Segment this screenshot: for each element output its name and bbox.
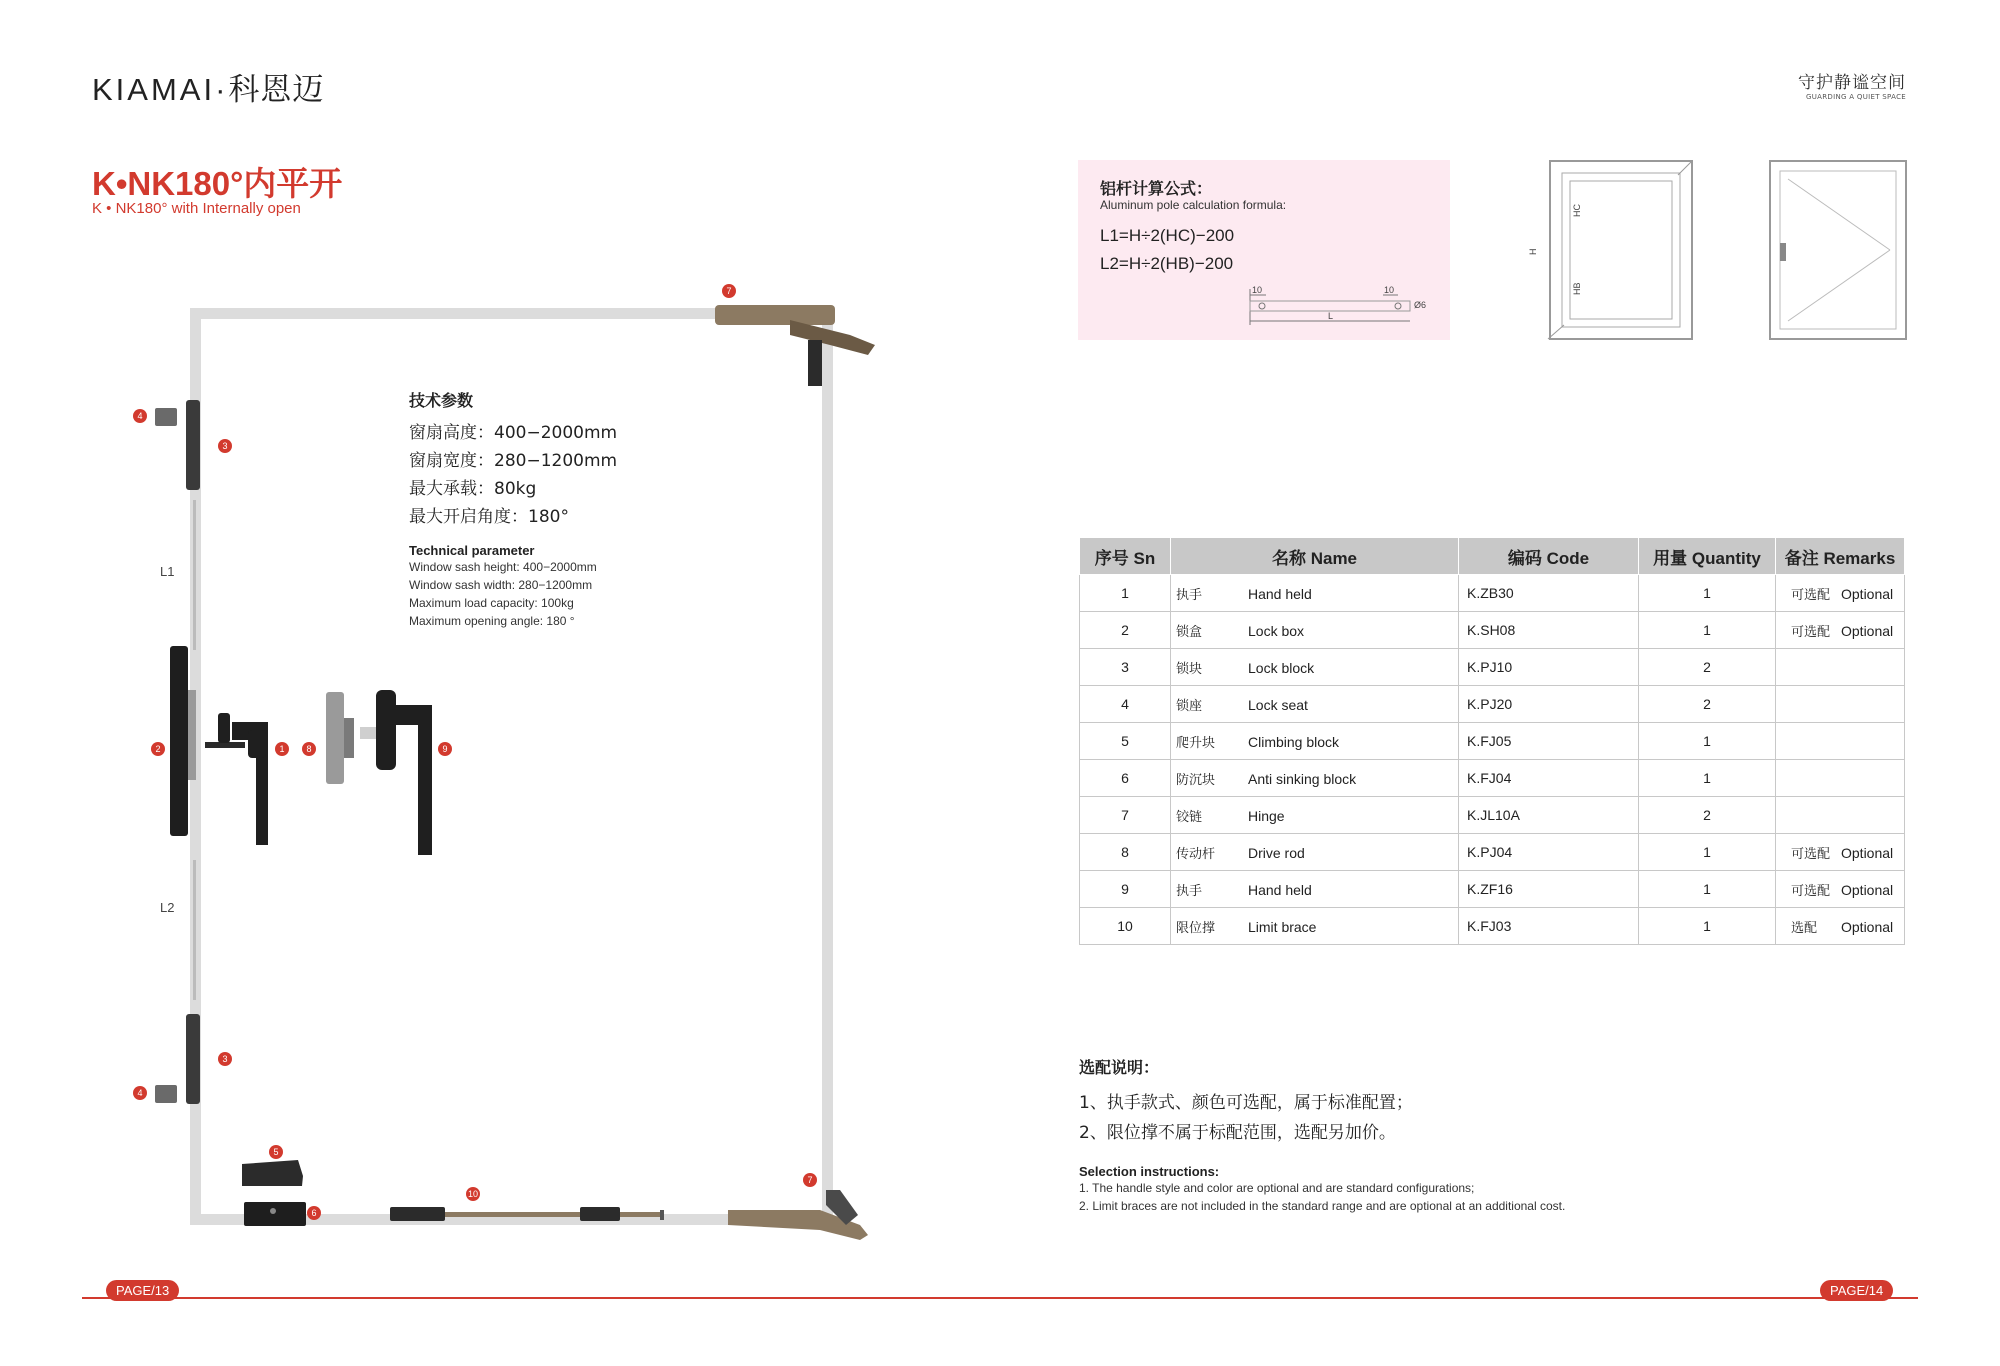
cell-sn [1080,908,1171,945]
cell-sn [1080,834,1171,871]
sn-text: 3 [1121,659,1129,675]
window-dim-hc: HC [1572,204,1582,217]
hinge-bottom-illustration [728,1190,868,1240]
code-text: K.PJ20 [1467,696,1513,712]
marker-3-bottom: 3 [218,1052,232,1066]
tech-line-en: Maximum load capacity: 100kg [409,596,574,610]
cell-remarks [1776,797,1905,834]
code-text: K.FJ04 [1467,770,1512,786]
remark-cn: 可选配 [1791,845,1831,861]
table-row [1080,760,1905,797]
notes-line-cn: 2、限位撑不属于标配范围，选配另加价。 [1079,1123,1396,1143]
window-dim-hb: HB [1572,282,1582,295]
code-text: K.FJ03 [1467,918,1512,934]
limit-brace-illustration [390,1207,664,1221]
col-quantity: 用量 Quantity [1639,538,1776,575]
name-en: Hinge [1248,807,1285,824]
cell-quantity [1639,760,1776,797]
name-en: Hand held [1248,881,1312,898]
cell-quantity [1639,612,1776,649]
table-row [1080,649,1905,686]
cell-name [1171,723,1459,760]
remark-cn: 可选配 [1791,586,1831,602]
sn-text: 10 [1117,918,1133,934]
window-drawings [1520,155,1920,345]
sn-text: 5 [1121,733,1129,749]
sn-text: 8 [1121,844,1129,860]
cell-remarks [1776,723,1905,760]
table-row [1080,723,1905,760]
table-row [1080,908,1905,945]
tech-line-en: Maximum opening angle: 180 ° [409,614,575,628]
rod-dim-left: 10 [1252,285,1263,295]
name-cn: 爬升块 [1176,734,1216,750]
cell-code [1459,723,1639,760]
quantity-text: 2 [1703,696,1711,712]
lock-box-illustration [170,646,188,836]
tech-params [409,388,617,630]
tech-line-en: Window sash width: 280−1200mm [409,578,593,592]
parts-table [1079,537,1905,945]
name-en: Lock box [1248,622,1305,639]
marker-10: 10 [467,1189,478,1199]
slogan-cn: 守护静谧空间 [1798,73,1906,93]
formula-heading-en: Aluminum pole calculation formula: [1100,198,1287,212]
marker-4-top: 4 [133,409,147,423]
remark-cn: 选配 [1791,919,1818,935]
selection-notes [1079,1055,1565,1215]
sn-text: 1 [1121,585,1129,601]
table-header-row [1080,538,1905,575]
sn-text: 7 [1121,807,1129,823]
name-en: Lock seat [1248,696,1308,713]
lock-block-top-illustration [186,400,200,490]
col-name: 名称 Name [1171,538,1459,575]
table-row [1080,575,1905,612]
cell-remarks [1776,760,1905,797]
name-cn: 执手 [1176,882,1203,898]
page-number-left: PAGE/13 [106,1280,179,1301]
code-text: K.FJ05 [1467,733,1512,749]
name-cn: 锁座 [1176,697,1203,713]
sn-text: 4 [1121,696,1129,712]
notes-heading-cn: 选配说明： [1079,1058,1160,1077]
tech-heading-en: Technical parameter [409,543,535,558]
lock-seat-bottom-illustration [155,1085,177,1103]
tech-line-cn: 窗扇宽度：280−1200mm [409,451,618,471]
page-number-right: PAGE/14 [1820,1280,1893,1301]
cell-name [1171,575,1459,612]
cell-quantity [1639,871,1776,908]
quantity-text: 1 [1703,770,1711,786]
marker-8: 8 [302,742,316,756]
marker-7-bottom: 7 [803,1173,817,1187]
name-cn: 铰链 [1176,808,1203,824]
cell-name [1171,871,1459,908]
cell-name [1171,612,1459,649]
hinge-top-illustration [715,305,875,386]
name-en: Drive rod [1248,844,1305,861]
code-text: K.ZF16 [1467,881,1513,897]
cell-sn [1080,612,1171,649]
tech-heading-cn: 技术参数 [409,391,474,410]
remark-en: Optional [1841,844,1894,861]
remark-cn: 可选配 [1791,623,1831,639]
drive-rod-upper [193,500,196,650]
marker-4-bottom: 4 [133,1086,147,1100]
cell-quantity [1639,723,1776,760]
quantity-text: 2 [1703,659,1711,675]
marker-1: 1 [275,742,289,756]
col-code: 编码 Code [1459,538,1639,575]
table-row [1080,834,1905,871]
cell-remarks [1776,575,1905,612]
formula-l2: L2=H÷2(HB)−200 [1100,254,1234,273]
code-text: K.SH08 [1467,622,1516,638]
cell-sn [1080,575,1171,612]
cell-remarks [1776,686,1905,723]
cell-name [1171,686,1459,723]
cell-code [1459,908,1639,945]
marker-3-top: 3 [218,439,232,453]
cell-quantity [1639,908,1776,945]
rod-dim-hole: Ø6 [1414,300,1427,310]
table-row [1080,797,1905,834]
name-en: Lock block [1248,659,1315,676]
table-row [1080,686,1905,723]
cell-code [1459,612,1639,649]
dim-l2-label: L2 [160,900,175,915]
table-row [1080,612,1905,649]
cell-sn [1080,686,1171,723]
cell-quantity [1639,649,1776,686]
cell-remarks [1776,649,1905,686]
cell-code [1459,834,1639,871]
cell-remarks [1776,908,1905,945]
sn-text: 2 [1121,622,1129,638]
marker-5: 5 [269,1145,283,1159]
notes-line-en: 1. The handle style and color are optional and are standard configurations; [1079,1181,1475,1195]
notes-heading-en: Selection instructions: [1079,1164,1220,1179]
drive-rod-lower [193,860,196,1000]
col-remarks: 备注 Remarks [1776,538,1905,575]
drive-rod-8-illustration [326,692,344,784]
logo-cn: 科恩迈 [228,72,325,107]
marker-7-top: 7 [722,284,736,298]
cell-sn [1080,649,1171,686]
tech-line-en: Window sash height: 400−2000mm [409,560,597,574]
cell-code [1459,686,1639,723]
window-dim-h: H [1528,248,1538,255]
cell-sn [1080,723,1171,760]
name-cn: 防沉块 [1176,771,1216,787]
name-cn: 传动杆 [1176,845,1216,861]
handle-9-illustration [360,690,432,855]
marker-6: 6 [307,1206,321,1220]
code-text: K.ZB30 [1467,585,1514,601]
col-sn: 序号 Sn [1080,538,1171,575]
anti-sinking-block-illustration [244,1202,306,1226]
name-cn: 锁盒 [1176,623,1203,639]
name-cn: 锁块 [1176,660,1203,676]
cell-sn [1080,871,1171,908]
handle-1-illustration [205,713,268,845]
quantity-text: 2 [1703,807,1711,823]
name-en: Climbing block [1248,733,1340,750]
lock-block-bottom-illustration [186,1014,200,1104]
cell-remarks [1776,871,1905,908]
cell-name [1171,649,1459,686]
name-cn: 执手 [1176,586,1203,602]
cell-name [1171,797,1459,834]
name-cn: 限位撑 [1176,919,1216,935]
table-row [1080,871,1905,908]
rod-dim-length: L [1328,311,1334,321]
cell-sn [1080,797,1171,834]
cell-quantity [1639,834,1776,871]
formula-box [1078,160,1450,340]
formula-l1: L1=H÷2(HC)−200 [1100,226,1235,245]
name-en: Hand held [1248,585,1312,602]
cell-name [1171,760,1459,797]
cell-quantity [1639,686,1776,723]
cell-name [1171,834,1459,871]
cell-quantity [1639,797,1776,834]
page-subtitle: K • NK180° with Internally open [92,200,301,217]
quantity-text: 1 [1703,622,1711,638]
sn-text: 6 [1121,770,1129,786]
remark-en: Optional [1841,585,1894,602]
quantity-text: 1 [1703,881,1711,897]
name-en: Limit brace [1248,918,1317,935]
slogan-en: GUARDING A QUIET SPACE [1806,93,1906,101]
quantity-text: 1 [1703,733,1711,749]
climbing-block-illustration [242,1160,303,1186]
quantity-text: 1 [1703,585,1711,601]
cell-name [1171,908,1459,945]
cell-code [1459,760,1639,797]
quantity-text: 1 [1703,844,1711,860]
name-en: Anti sinking block [1248,770,1357,787]
page-title: K•NK180°内平开 [92,165,343,202]
remark-en: Optional [1841,622,1894,639]
tech-line-cn: 窗扇高度：400−2000mm [409,423,618,443]
quantity-text: 1 [1703,918,1711,934]
formula-heading-cn: 铝杆计算公式： [1100,179,1213,198]
rod-dim-right: 10 [1384,285,1395,295]
logo-en: KIAMAI [92,72,216,107]
cell-remarks [1776,612,1905,649]
remark-cn: 可选配 [1791,882,1831,898]
tech-line-cn: 最大承载：80kg [409,479,537,499]
lock-seat-top-illustration [155,408,177,426]
rod-dimension-drawing [1248,285,1448,335]
marker-9: 9 [438,742,452,756]
cell-code [1459,871,1639,908]
footer-line [82,1297,1918,1299]
remark-en: Optional [1841,918,1894,935]
logo-sep: · [215,72,229,107]
marker-2: 2 [151,742,165,756]
code-text: K.PJ04 [1467,844,1513,860]
notes-line-en: 2. Limit braces are not included in the standard range and are optional at an additional cost. [1079,1199,1566,1213]
cell-remarks [1776,834,1905,871]
cell-code [1459,797,1639,834]
cell-sn [1080,760,1171,797]
cell-quantity [1639,575,1776,612]
code-text: K.PJ10 [1467,659,1513,675]
cell-code [1459,649,1639,686]
code-text: K.JL10A [1467,807,1520,823]
remark-en: Optional [1841,881,1894,898]
sn-text: 9 [1121,881,1129,897]
cell-code [1459,575,1639,612]
dim-l1-label: L1 [160,564,175,579]
tech-line-cn: 最大开启角度：180° [409,507,569,527]
notes-line-cn: 1、执手款式、颜色可选配，属于标准配置； [1079,1093,1413,1113]
